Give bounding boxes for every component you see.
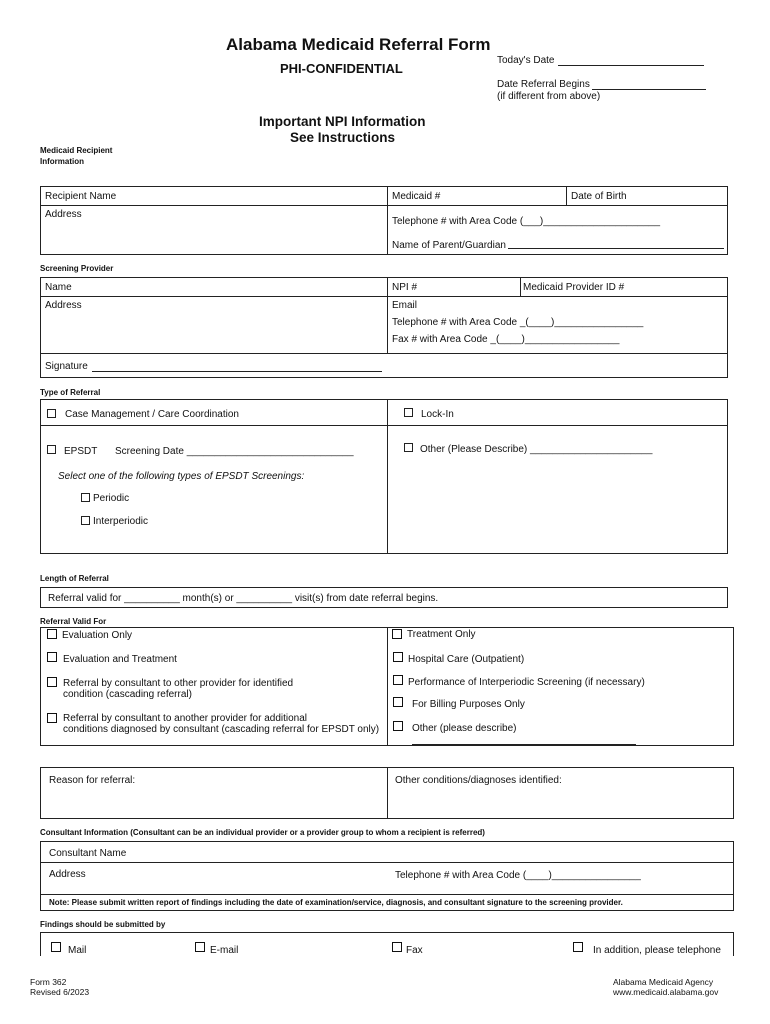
mail-checkbox[interactable] (51, 942, 61, 952)
provider-fax-field[interactable]: Fax # with Area Code _(____)_________________ (392, 334, 620, 345)
date-of-birth-field[interactable]: Date of Birth (571, 191, 627, 202)
type-of-referral-label: Type of Referral (40, 388, 101, 397)
npi-number-field[interactable]: NPI # (392, 282, 418, 293)
medicaid-number-field[interactable]: Medicaid # (392, 191, 441, 202)
findings-label: Findings should be submitted by (40, 920, 166, 929)
consultant-additional-checkbox[interactable] (47, 713, 57, 723)
epsdt-label: EPSDT (64, 446, 98, 457)
epsdt-checkbox[interactable] (47, 445, 56, 454)
provider-telephone-field[interactable]: Telephone # with Area Code _(____)________________ (392, 317, 644, 328)
consultant-address-field[interactable]: Address (49, 869, 86, 880)
evaluation-treatment-checkbox[interactable] (47, 652, 57, 662)
consultant-additional-label-2: conditions diagnosed by consultant (cascading referral for EPSDT only) (63, 724, 380, 735)
consultant-telephone-field[interactable]: Telephone # with Area Code (____)________________ (395, 870, 641, 881)
fax-label: Fax (406, 945, 423, 956)
other-describe-field[interactable] (412, 744, 636, 745)
lock-in-label: Lock-In (421, 409, 454, 420)
recipient-section-label: Medicaid Recipient (40, 146, 113, 155)
referral-valid-field[interactable]: Referral valid for __________ month(s) or __________ visit(s) from date referral begins. (48, 593, 439, 604)
billing-purposes-checkbox[interactable] (393, 697, 403, 707)
todays-date-field[interactable] (558, 65, 704, 66)
billing-purposes-label: For Billing Purposes Only (412, 699, 525, 710)
evaluation-treatment-label: Evaluation and Treatment (63, 654, 177, 665)
evaluation-only-checkbox[interactable] (47, 629, 57, 639)
screening-provider-label: Screening Provider (40, 264, 114, 273)
provider-address-field[interactable]: Address (45, 300, 82, 311)
parent-guardian-field[interactable]: Name of Parent/Guardian (392, 240, 506, 251)
other-conditions-field[interactable]: Other conditions/diagnoses identified: (395, 775, 562, 786)
email-label: E-mail (210, 945, 239, 956)
medicaid-provider-id-field[interactable]: Medicaid Provider ID # (523, 282, 625, 293)
telephone-label: In addition, please telephone (593, 945, 721, 956)
consultant-other-provider-checkbox[interactable] (47, 677, 57, 687)
hospital-care-checkbox[interactable] (393, 652, 403, 662)
fax-checkbox[interactable] (392, 942, 402, 952)
screening-date-field[interactable]: Screening Date ______________________________ (115, 446, 354, 457)
interperiodic-screening-checkbox[interactable] (393, 675, 403, 685)
case-management-checkbox[interactable] (47, 409, 56, 418)
parent-guardian-line[interactable] (508, 248, 724, 249)
telephone-checkbox[interactable] (573, 942, 583, 952)
form-title: Alabama Medicaid Referral Form (226, 35, 491, 54)
recipient-address-field[interactable]: Address (45, 209, 82, 220)
date-referral-begins-field[interactable] (592, 89, 706, 90)
recipient-name-field[interactable]: Recipient Name (45, 191, 117, 202)
interperiodic-label: Interperiodic (93, 516, 149, 527)
epsdt-select-note: Select one of the following types of EPSDT Screenings: (58, 471, 305, 482)
form-number: Form 362 (30, 977, 67, 987)
revised-date: Revised 6/2023 (30, 987, 90, 997)
npi-info-heading: Important NPI Information (259, 114, 426, 129)
consultant-info-label: Consultant Information (Consultant can be an individual provider or a provider group to whom a recipient is referred) (40, 828, 485, 837)
treatment-only-label: Treatment Only (407, 629, 476, 640)
lock-in-checkbox[interactable] (404, 408, 413, 417)
consultant-name-field[interactable]: Consultant Name (49, 848, 127, 859)
treatment-only-checkbox[interactable] (392, 629, 402, 639)
other-describe-label: Other (please describe) (412, 723, 517, 734)
date-referral-note: (if different from above) (497, 91, 601, 102)
phi-confidential-label: PHI-CONFIDENTIAL (280, 61, 403, 76)
todays-date-label: Today's Date (497, 55, 555, 66)
date-referral-begins-label: Date Referral Begins (497, 79, 590, 90)
npi-see-instructions: See Instructions (290, 130, 396, 145)
provider-email-field[interactable]: Email (392, 300, 418, 311)
other-describe-checkbox[interactable] (393, 721, 403, 731)
other-referral-checkbox[interactable] (404, 443, 413, 452)
recipient-section-label-2: Information (40, 157, 84, 166)
recipient-telephone-field[interactable]: Telephone # with Area Code (___)_____________________ (392, 216, 661, 227)
periodic-checkbox[interactable] (81, 493, 90, 502)
other-referral-field[interactable]: Other (Please Describe) ______________________ (420, 444, 653, 455)
agency-name: Alabama Medicaid Agency (613, 977, 714, 987)
length-of-referral-label: Length of Referral (40, 574, 109, 583)
evaluation-only-label: Evaluation Only (62, 630, 133, 641)
agency-website: www.medicaid.alabama.gov (613, 987, 719, 997)
mail-label: Mail (68, 945, 87, 956)
interperiodic-screening-label: Performance of Interperiodic Screening (if necessary) (408, 677, 645, 688)
referral-valid-for-label: Referral Valid For (40, 617, 107, 626)
signature-label: Signature (45, 361, 88, 372)
consultant-other-provider-label: Referral by consultant to other provider for identified (63, 678, 294, 689)
reason-for-referral-field[interactable]: Reason for referral: (49, 775, 136, 786)
signature-field[interactable] (92, 371, 382, 372)
hospital-care-label: Hospital Care (Outpatient) (408, 654, 525, 665)
periodic-label: Periodic (93, 493, 130, 504)
interperiodic-checkbox[interactable] (81, 516, 90, 525)
consultant-additional-label: Referral by consultant to another provider for additional (63, 713, 308, 724)
provider-name-field[interactable]: Name (45, 282, 72, 293)
email-checkbox[interactable] (195, 942, 205, 952)
case-management-label: Case Management / Care Coordination (65, 409, 239, 420)
consultant-other-provider-label-2: condition (cascading referral) (63, 689, 192, 700)
findings-note: Note: Please submit written report of findings including the date of examination/service, diagnosis, and consultant signature to the screening provider. (49, 898, 623, 907)
